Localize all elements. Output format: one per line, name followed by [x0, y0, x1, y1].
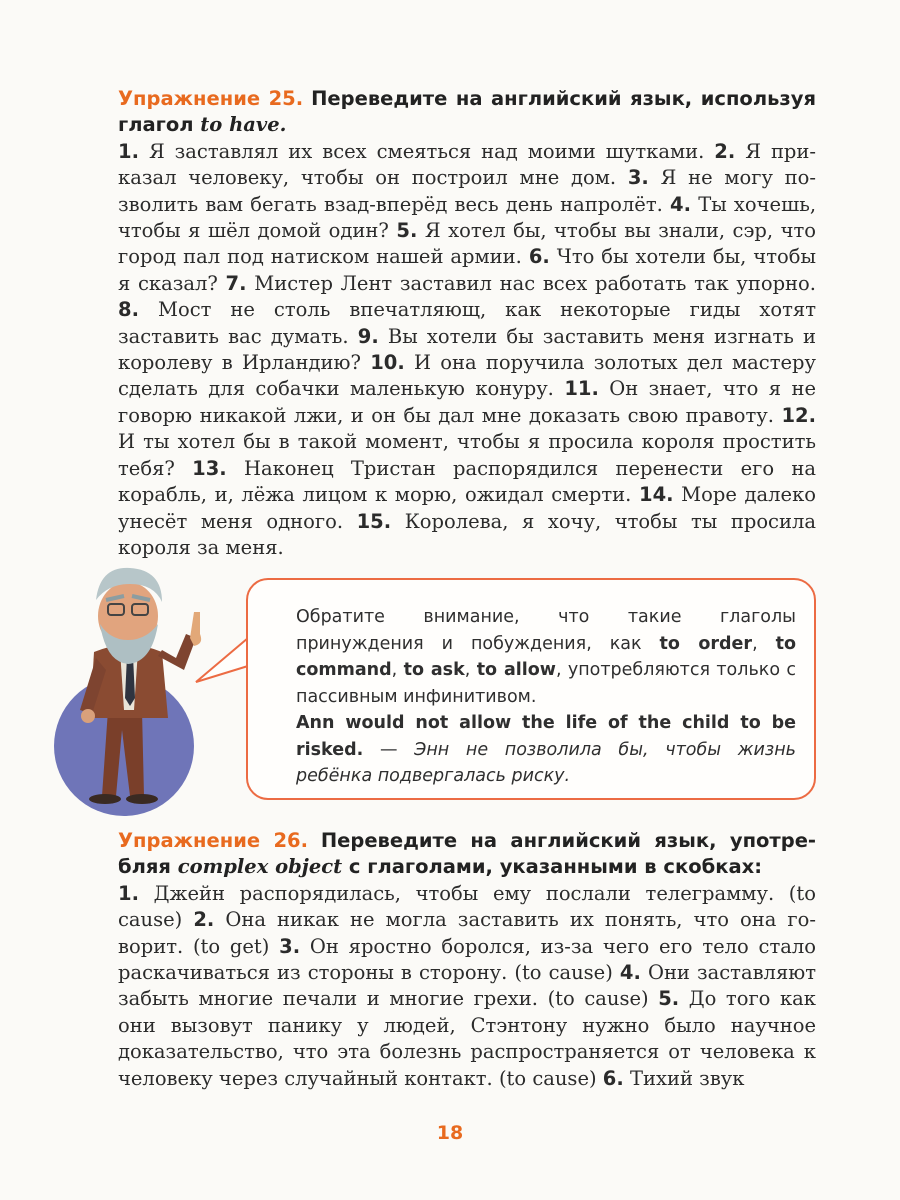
grammar-note-box: [246, 578, 816, 800]
sentence: 3. Он яростно боролся, из-за чего его тело стало раскачиваться из стороны в сторону. (to cause): [118, 934, 816, 985]
sentence: 6. Что бы хотели бы, чтобы я сказал?: [118, 245, 816, 295]
exercise-25-task: Переведите на английский язык, используя глагол to have.: [118, 87, 816, 137]
example-english: Ann would not allow the life of the child to be risked.: [296, 713, 796, 760]
sentence: 11. Он знает, что я не говорю никакой лжи, и он бы дал мне доказать свою правоту.: [118, 377, 816, 427]
left-hand: [81, 709, 95, 723]
sentence: 2. Она никак не могла заставить их понять, что она говорит. (to get): [118, 908, 816, 958]
sentence: 5. До того как они вызовут панику у людей, Стэнтону нужно было научное доказательство, что эта болезнь распространяется от человека к человеку через случайный контакт. (to cause): [118, 987, 816, 1090]
sentence: 1. Джейн распорядилась, чтобы ему послали телеграмму. (to cause): [118, 881, 816, 932]
exercise-25: [118, 86, 816, 561]
example-russian: Энн не позволила бы, чтобы жизнь ребёнка подвергалась риску.: [296, 739, 796, 786]
sentence: 3. Я не могу позволить вам бегать взад-вперёд весь день напролёт.: [118, 166, 817, 216]
sentence: 10. И она поручила золотых дел мастеру сделать для собачки маленькую конуру.: [118, 351, 817, 401]
left-shoe: [89, 794, 121, 804]
sentence: 13. Наконец Тристан распорядился перенести его на корабль, и, лёжа лицом к морю, ожидал смерти.: [118, 456, 816, 507]
exercise-26-term: complex object: [177, 855, 343, 879]
verb-to-command: to command: [296, 633, 796, 680]
sentence: 6. Тихий звук: [602, 1066, 745, 1090]
bubble-tail: [190, 630, 250, 700]
exercise-25-term: to have.: [200, 113, 287, 137]
sentence: 12. И ты хотел бы в такой момент, чтобы я просила короля простить тебя?: [118, 403, 817, 480]
sentence: 5. Я хотел бы, чтобы вы знали, сэр, что город пал под натиском нашей армии.: [118, 219, 816, 269]
verb-to-order: to order: [659, 633, 753, 654]
sentence: 9. Вы хотели бы заставить меня изгнать и королеву в Ирландию?: [118, 324, 816, 375]
sentence: 1. Я заставлял их всех смеяться над моими шутками.: [118, 139, 705, 163]
sentence: 15. Королева, я хочу, чтобы ты просила короля за меня.: [118, 509, 816, 559]
sentence: 4. Ты хочешь, чтобы я шёл домой один?: [118, 192, 817, 243]
exercise-26: [118, 828, 816, 1092]
exercise-26-title: Упражнение 26.: [118, 829, 309, 852]
exercise-25-title: Упражнение 25.: [118, 87, 304, 110]
sentence: 14. Море далеко унесёт меня одного.: [118, 483, 817, 533]
verb-to-allow: to allow: [476, 660, 556, 680]
sentence: 2. Я приказал человеку, чтобы он построил мне дом.: [118, 139, 817, 190]
verb-to-ask: to ask: [403, 660, 465, 680]
page-number: 18: [436, 1122, 464, 1144]
sentence: 8. Мост не столь впечатляющ, как некоторые гиды хотят заставить вас думать.: [118, 298, 817, 348]
right-shoe: [126, 794, 158, 804]
sentence: 4. Они заставляют забыть многие печали и многие грехи. (to cause): [118, 961, 817, 1011]
grammar-note-text: Обратите внимание, что такие глаголы принуждения и побуждения, как to order, to command, to ask, to allow, употребляются только с пассивным инфинитивом. Ann would not allow the life of the child to be risked. — Энн не позволила бы, чтобы жизнь ребёнка подвергалась риску.: [296, 607, 796, 786]
exercise-26-task: Переведите на английский язык, употребляя complex object с глаголами, указанными в скобках:: [118, 829, 817, 879]
sentence: 7. Мистер Лент заставил нас всех работать так упорно.: [225, 271, 816, 295]
